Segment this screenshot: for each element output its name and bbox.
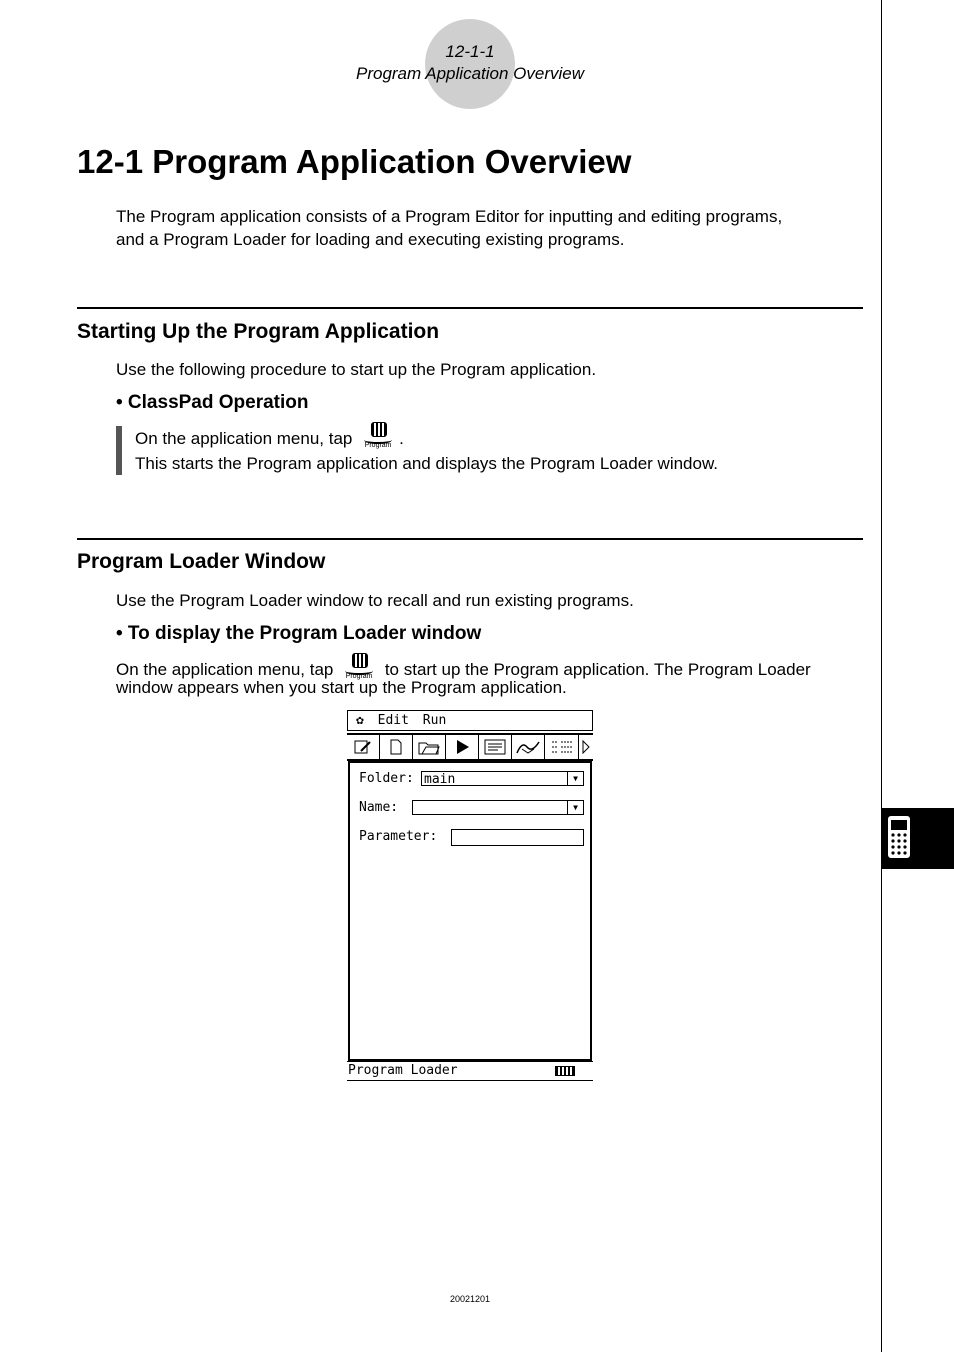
- step-text-end: .: [399, 429, 404, 448]
- name-label: Name:: [359, 800, 399, 815]
- menu-edit[interactable]: Edit: [377, 713, 409, 728]
- toolbar: [347, 733, 593, 761]
- section-heading-startup: Starting Up the Program Application: [77, 320, 440, 343]
- folder-value: main: [424, 772, 456, 787]
- app-icon-label: Program: [364, 442, 392, 449]
- section-rule: [77, 307, 863, 309]
- folder-select[interactable]: [421, 771, 584, 786]
- run-icon[interactable]: [446, 735, 479, 759]
- footer-code: 20021201: [449, 1294, 491, 1304]
- section-heading-loader: Program Loader Window: [77, 550, 326, 573]
- intro-line-2: and a Program Loader for loading and executing existing programs.: [116, 230, 625, 249]
- open-folder-icon[interactable]: [413, 735, 446, 759]
- status-bar: [347, 1061, 593, 1081]
- parameter-label: Parameter:: [359, 829, 438, 844]
- battery-icon: [555, 1066, 575, 1076]
- menu-bar: [347, 710, 593, 731]
- para-text: On the application menu, tap: [116, 660, 339, 679]
- chevron-down-icon[interactable]: ▼: [567, 772, 583, 785]
- program-app-icon: [361, 422, 395, 450]
- chapter-tab: [882, 808, 954, 869]
- step-text: On the application menu, tap: [135, 429, 358, 448]
- more-icon[interactable]: [579, 735, 593, 759]
- operation-bar: [116, 426, 122, 475]
- text-window-icon[interactable]: [479, 735, 512, 759]
- calculator-icon: [882, 808, 954, 869]
- loader-paragraph-line-2: window appears when you start up the Program application.: [116, 678, 567, 697]
- name-select[interactable]: [412, 800, 584, 815]
- status-text: Program Loader: [348, 1063, 458, 1078]
- operation-step-2: This starts the Program application and displays the Program Loader window.: [135, 454, 719, 473]
- bullet-heading: • ClassPad Operation: [116, 392, 309, 413]
- margin-line: [881, 0, 882, 1352]
- section-rule: [77, 538, 863, 540]
- parameter-input[interactable]: [451, 829, 584, 846]
- menu-run[interactable]: Run: [422, 713, 447, 728]
- page-title: 12-1 Program Application Overview: [77, 143, 632, 180]
- chevron-down-icon[interactable]: ▼: [567, 801, 583, 814]
- page-number: 12-1-1: [445, 42, 495, 61]
- edit-icon[interactable]: [347, 735, 380, 759]
- variable-list-icon[interactable]: [545, 735, 578, 759]
- section-text: Use the following procedure to start up the Program application.: [116, 360, 597, 379]
- new-file-icon[interactable]: [380, 735, 413, 759]
- running-header: Program Application Overview: [355, 64, 584, 83]
- para-text-end: to start up the Program application. The Program Loader: [380, 660, 811, 679]
- app-icon-label: Program: [345, 673, 373, 680]
- section-text: Use the Program Loader window to recall and run existing programs.: [116, 591, 634, 610]
- folder-label: Folder:: [359, 771, 414, 786]
- bullet-heading: • To display the Program Loader window: [116, 623, 482, 644]
- loader-panel: [348, 761, 592, 1061]
- graph-window-icon[interactable]: [512, 735, 545, 759]
- menu-icon[interactable]: ✿: [356, 713, 364, 728]
- intro-line-1: The Program application consists of a Program Editor for inputting and editing programs,: [116, 207, 783, 226]
- operation-step-1: [135, 422, 404, 450]
